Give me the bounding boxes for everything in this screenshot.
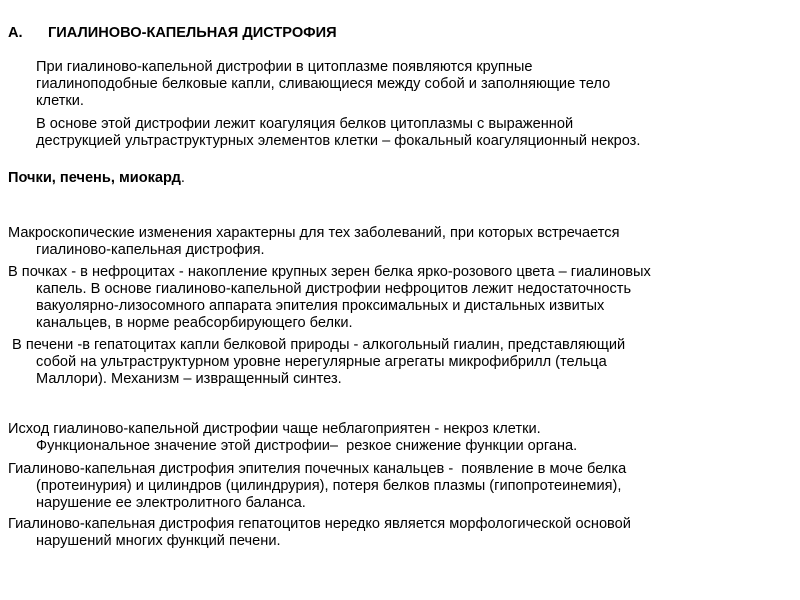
outcome-paragraph: Исход гиалиново-капельной дистрофии чаще неблагоприятен - некроз клетки. Функциональное значение этой дистрофии– резкое снижение функции органа. [8, 421, 578, 454]
liver-paragraph: В печени -в гепатоцитах капли белковой природы - алкогольный гиалин, представляющий собой на ультраструктурном уровне нерегулярные агрегаты микрофибрилл (тельца Маллори). Механизм – извращенный синтез. [8, 337, 626, 387]
intro-paragraph-1: При гиалиново-капельной дистрофии в цитоплазме появляются крупные гиалиноподобные белковые капли, сливающиеся между собой и заполняющие тело клетки. [36, 59, 611, 109]
section-heading [8, 25, 337, 42]
organs-list: Почки, печень, миокард [8, 170, 181, 186]
macro-paragraph-1: Макроскопические изменения характерны для тех заболеваний, при которых встречается гиалиново-капельная дистрофия. [8, 225, 620, 258]
intro-paragraph-2: В основе этой дистрофии лежит коагуляция белков цитоплазмы с выраженной деструкцией ультраструктурных элементов клетки – фокальный коагуляционный некроз. [36, 116, 641, 149]
section-number: A. [8, 25, 23, 41]
section-title: ГИАЛИНОВО-КАПЕЛЬНАЯ ДИСТРОФИЯ [48, 25, 337, 41]
kidney-paragraph: В почках - в нефроцитах - накопление крупных зерен белка ярко-розового цвета – гиалиновых капель. В основе гиалиново-капельной дистрофии нефроцитов лежит недостаточность вакуолярно-лизосомного аппарата эпителия проксимальных и дистальных извитых канальцев, в норме реабсорбирующего белки. [8, 264, 651, 331]
organs-line: Почки, печень, миокард. [8, 170, 185, 186]
liver-outcome-paragraph: Гиалиново-капельная дистрофия гепатоцитов нередко является морфологической основой нарушений многих функций печени. [8, 516, 631, 549]
kidney-outcome-paragraph: Гиалиново-капельная дистрофия эпителия почечных канальцев - появление в моче белка (протеинурия) и цилиндров (цилиндрурия), потеря белков плазмы (гипопротеинемия), нарушение ее электролитного баланса. [8, 461, 627, 511]
